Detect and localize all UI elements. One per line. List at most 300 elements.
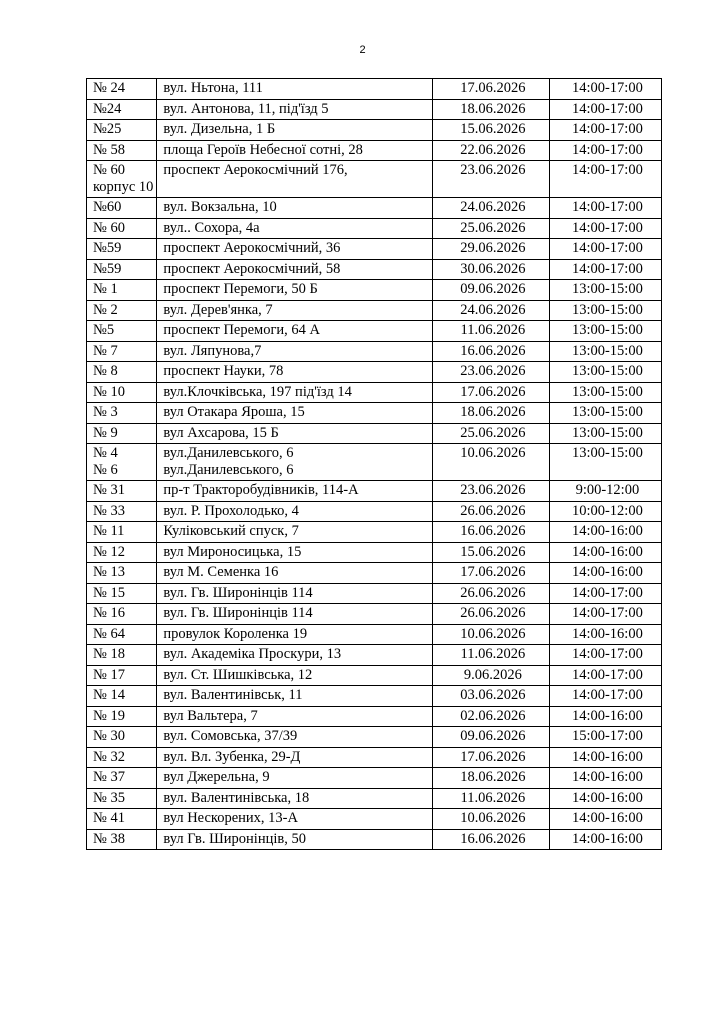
time-cell (550, 645, 662, 666)
date-cell (433, 120, 550, 141)
address-cell (157, 120, 433, 141)
table-row (87, 747, 662, 768)
time-cell-text: 14:00-16:00 (571, 543, 643, 560)
address-cell-text: площа Героїв Небесної сотні, 28 (163, 141, 363, 158)
time-cell-text: 13:00-15:00 (571, 342, 643, 359)
date-cell-text: 17.06.2026 (460, 383, 526, 400)
table-row (87, 665, 662, 686)
address-cell-text: вул М. Семенка 16 (163, 564, 279, 580)
school-number-cell-text: № 32 (93, 748, 125, 765)
date-cell-text: 18.06.2026 (460, 769, 526, 785)
school-number-cell (87, 501, 157, 522)
date-cell (433, 768, 550, 789)
time-cell-text: 13:00-15:00 (571, 322, 643, 338)
table-row (87, 788, 662, 809)
address-cell-text: вул. Валентинівськ, 11 (163, 687, 303, 703)
school-number-cell-text: № 19 (93, 707, 125, 724)
address-cell-text: проспект Аерокосмічний, 36 (163, 240, 341, 256)
school-number-cell (87, 727, 157, 748)
time-cell-text: 14:00-16:00 (571, 830, 643, 847)
time-cell-text: 13:00-15:00 (571, 363, 643, 379)
address-cell (157, 403, 433, 424)
date-cell-text: 25.06.2026 (460, 219, 526, 236)
address-cell-text: вул.Данилевського, 6 (163, 445, 294, 461)
school-number-cell (87, 120, 157, 141)
time-cell (550, 563, 662, 584)
time-cell-text: 14:00-17:00 (571, 121, 643, 137)
date-cell-text: 15.06.2026 (460, 543, 526, 560)
date-cell-text: 02.06.2026 (460, 707, 526, 724)
address-cell (157, 522, 433, 543)
school-number-cell (87, 583, 157, 604)
school-number-cell (87, 706, 157, 727)
address-cell-text: вул. Сомовська, 37/39 (163, 728, 298, 744)
school-number-cell-text: № 8 (93, 363, 118, 379)
date-cell (433, 686, 550, 707)
address-cell (157, 645, 433, 666)
table-row (87, 259, 662, 280)
school-number-cell (87, 542, 157, 563)
address-cell (157, 198, 433, 219)
school-number-cell (87, 624, 157, 645)
date-cell (433, 300, 550, 321)
address-cell-text: проспект Аерокосмічний, 58 (163, 260, 341, 277)
date-cell-text: 17.06.2026 (460, 564, 526, 580)
date-cell (433, 747, 550, 768)
school-number-cell (87, 604, 157, 625)
time-cell-text: 14:00-17:00 (571, 584, 643, 601)
school-number-cell (87, 768, 157, 789)
address-cell-text: проспект Перемоги, 64 А (163, 322, 321, 338)
date-cell (433, 563, 550, 584)
school-number-cell (87, 645, 157, 666)
date-cell-text: 22.06.2026 (460, 141, 526, 158)
time-cell (550, 120, 662, 141)
time-cell (550, 788, 662, 809)
time-cell (550, 768, 662, 789)
address-cell-text: вул Ахсарова, 15 Б (163, 424, 279, 441)
address-cell-text: вул.Данилевського, 6 (163, 462, 294, 478)
school-number-cell (87, 686, 157, 707)
time-cell (550, 727, 662, 748)
date-cell-text: 18.06.2026 (460, 404, 526, 420)
school-number-cell-text: №59 (93, 240, 122, 256)
address-cell (157, 259, 433, 280)
table-row (87, 604, 662, 625)
school-number-cell-text: № 18 (93, 646, 125, 662)
address-cell-text: вул. Ньтона, 111 (163, 80, 263, 96)
address-cell (157, 747, 433, 768)
time-cell (550, 444, 662, 481)
date-cell (433, 444, 550, 481)
table-row (87, 239, 662, 260)
date-cell-text: 29.06.2026 (460, 240, 526, 256)
school-number-cell (87, 382, 157, 403)
time-cell-text: 14:00-17:00 (571, 646, 643, 662)
address-cell (157, 99, 433, 120)
school-number-cell-text: № 2 (93, 301, 118, 318)
address-cell (157, 161, 433, 198)
school-number-cell (87, 198, 157, 219)
school-number-cell-text: № 7 (93, 342, 118, 359)
address-cell-text: вул. Академіка Проскури, 13 (163, 646, 342, 662)
date-cell (433, 280, 550, 301)
school-number-cell (87, 79, 157, 100)
address-cell (157, 382, 433, 403)
address-cell (157, 809, 433, 830)
time-cell-text: 14:00-16:00 (571, 769, 643, 785)
table-row (87, 624, 662, 645)
school-number-cell-text: № 35 (93, 789, 125, 806)
date-cell (433, 645, 550, 666)
school-number-cell (87, 809, 157, 830)
address-cell-text: Куліковський спуск, 7 (163, 523, 299, 539)
table-row (87, 727, 662, 748)
time-cell-text: 14:00-17:00 (571, 80, 643, 96)
school-number-cell (87, 788, 157, 809)
date-cell (433, 341, 550, 362)
school-number-cell (87, 280, 157, 301)
school-number-cell-text: № 30 (93, 728, 125, 744)
table-row (87, 403, 662, 424)
address-cell (157, 444, 433, 481)
address-cell (157, 140, 433, 161)
address-cell-text: вул. Ст. Шишківська, 12 (163, 666, 313, 683)
time-cell (550, 99, 662, 120)
table-row (87, 706, 662, 727)
date-cell (433, 140, 550, 161)
date-cell-text: 03.06.2026 (460, 687, 526, 703)
school-number-cell (87, 481, 157, 502)
date-cell (433, 501, 550, 522)
time-cell (550, 239, 662, 260)
school-number-cell (87, 321, 157, 342)
address-cell-text: вул. Валентинівська, 18 (163, 789, 310, 806)
date-cell (433, 321, 550, 342)
date-cell (433, 829, 550, 850)
school-number-cell-text: № 1 (93, 281, 118, 297)
school-number-cell-text: № 14 (93, 687, 125, 703)
date-cell (433, 161, 550, 198)
date-cell-text: 15.06.2026 (460, 121, 526, 137)
table-row (87, 423, 662, 444)
address-cell-text: вул Вальтера, 7 (163, 707, 258, 724)
table-row (87, 481, 662, 502)
time-cell-text: 14:00-16:00 (571, 564, 643, 580)
time-cell-text: 13:00-15:00 (571, 445, 643, 461)
time-cell (550, 706, 662, 727)
date-cell (433, 403, 550, 424)
date-cell (433, 727, 550, 748)
date-cell (433, 583, 550, 604)
time-cell (550, 161, 662, 198)
date-cell (433, 218, 550, 239)
table-row (87, 444, 662, 481)
schedule-table-body (87, 79, 662, 850)
table-row (87, 341, 662, 362)
school-number-cell (87, 829, 157, 850)
table-row (87, 501, 662, 522)
table-row (87, 218, 662, 239)
address-cell-text: вул. Дизельна, 1 Б (163, 121, 276, 137)
date-cell-text: 16.06.2026 (460, 342, 526, 359)
table-row (87, 120, 662, 141)
time-cell (550, 747, 662, 768)
time-cell-text: 14:00-16:00 (571, 625, 643, 642)
address-cell-text (163, 179, 429, 196)
date-cell (433, 542, 550, 563)
school-number-cell (87, 300, 157, 321)
time-cell (550, 522, 662, 543)
date-cell-text: 24.06.2026 (460, 301, 526, 318)
address-cell-text: вул.Клочківська, 197 під'їзд 14 (163, 383, 352, 400)
time-cell (550, 542, 662, 563)
table-row (87, 321, 662, 342)
address-cell-text: вул Джерельна, 9 (163, 769, 270, 785)
date-cell-text: 26.06.2026 (460, 605, 526, 621)
school-number-cell (87, 341, 157, 362)
school-number-cell (87, 444, 157, 481)
table-row (87, 161, 662, 198)
table-row (87, 140, 662, 161)
address-cell-text: проспект Перемоги, 50 Б (163, 281, 318, 297)
school-number-cell-text: № 12 (93, 543, 125, 560)
address-cell (157, 423, 433, 444)
time-cell (550, 686, 662, 707)
time-cell-text: 14:00-17:00 (571, 240, 643, 256)
time-cell-text: 13:00-15:00 (571, 404, 643, 420)
school-number-cell-text: № 24 (93, 80, 125, 96)
table-row (87, 522, 662, 543)
table-row (87, 280, 662, 301)
date-cell-text: 11.06.2026 (460, 646, 526, 662)
table-row (87, 768, 662, 789)
school-number-cell-text: корпус 10 (93, 179, 154, 195)
table-row (87, 362, 662, 383)
date-cell-text: 26.06.2026 (460, 502, 526, 519)
time-cell (550, 501, 662, 522)
address-cell (157, 706, 433, 727)
address-cell-text: вул. Вокзальна, 10 (163, 199, 277, 215)
address-cell (157, 501, 433, 522)
date-cell (433, 481, 550, 502)
time-cell-text: 15:00-17:00 (571, 728, 643, 744)
date-cell (433, 79, 550, 100)
time-cell (550, 829, 662, 850)
school-number-cell-text: № 33 (93, 502, 125, 519)
date-cell-text: 26.06.2026 (460, 584, 526, 601)
date-cell (433, 198, 550, 219)
school-number-cell-text: № 37 (93, 769, 125, 785)
time-cell (550, 604, 662, 625)
address-cell (157, 665, 433, 686)
date-cell-text: 23.06.2026 (460, 363, 526, 379)
school-number-cell-text: № 6 (93, 462, 118, 478)
date-cell-text: 9.06.2026 (463, 666, 522, 683)
school-number-cell (87, 563, 157, 584)
time-cell-text: 14:00-16:00 (571, 810, 643, 826)
date-cell (433, 423, 550, 444)
address-cell (157, 218, 433, 239)
school-number-cell-text: №5 (93, 322, 115, 338)
address-cell (157, 563, 433, 584)
address-cell (157, 481, 433, 502)
school-number-cell-text: № 10 (93, 383, 125, 400)
table-row (87, 99, 662, 120)
time-cell-text: 13:00-15:00 (571, 281, 643, 297)
school-number-cell-text: № 15 (93, 584, 125, 601)
table-row (87, 809, 662, 830)
time-cell-text: 13:00-15:00 (571, 383, 643, 400)
time-cell (550, 198, 662, 219)
school-number-cell-text: № 4 (93, 445, 118, 461)
table-row (87, 563, 662, 584)
date-cell-text: 10.06.2026 (460, 810, 526, 826)
address-cell-text: вул.. Сохора, 4а (163, 219, 260, 236)
time-cell (550, 665, 662, 686)
time-cell-text: 14:00-17:00 (571, 162, 643, 178)
table-row (87, 645, 662, 666)
school-number-cell-text: №24 (93, 100, 122, 117)
address-cell (157, 604, 433, 625)
address-cell-text: вул. Ляпунова,7 (163, 342, 262, 359)
table-row (87, 198, 662, 219)
address-cell-text: вул. Антонова, 11, під'їзд 5 (163, 100, 329, 117)
address-cell-text: проспект Аерокосмічний 176, (163, 162, 348, 178)
time-cell-text: 10:00-12:00 (571, 502, 643, 519)
address-cell (157, 686, 433, 707)
time-cell (550, 382, 662, 403)
date-cell-text: 17.06.2026 (460, 80, 526, 96)
time-cell-text: 9:00-12:00 (575, 482, 640, 498)
time-cell (550, 259, 662, 280)
date-cell-text: 18.06.2026 (460, 100, 526, 117)
school-number-cell-text: № 38 (93, 830, 125, 847)
date-cell (433, 239, 550, 260)
address-cell (157, 79, 433, 100)
school-number-cell-text: № 3 (93, 404, 118, 420)
school-number-cell-text: № 60 (93, 219, 125, 236)
date-cell (433, 809, 550, 830)
school-number-cell (87, 99, 157, 120)
table-row (87, 542, 662, 563)
school-number-cell-text: № 11 (93, 523, 125, 539)
address-cell (157, 542, 433, 563)
time-cell-text: 14:00-17:00 (571, 219, 643, 236)
date-cell-text: 09.06.2026 (460, 728, 526, 744)
time-cell-text: 14:00-17:00 (571, 141, 643, 158)
address-cell-text: вул Гв. Широнінців, 50 (163, 830, 306, 847)
time-cell (550, 362, 662, 383)
address-cell (157, 624, 433, 645)
school-number-cell (87, 362, 157, 383)
date-cell (433, 259, 550, 280)
time-cell (550, 809, 662, 830)
date-cell (433, 362, 550, 383)
time-cell (550, 280, 662, 301)
date-cell (433, 788, 550, 809)
address-cell-text: вул Мироносицька, 15 (163, 543, 302, 560)
date-cell-text: 23.06.2026 (460, 482, 526, 498)
time-cell (550, 624, 662, 645)
school-number-cell-text: № 16 (93, 605, 125, 621)
address-cell-text: вул. Вл. Зубенка, 29-Д (163, 748, 301, 765)
school-number-cell (87, 747, 157, 768)
school-number-cell-text: № 60 (93, 162, 125, 178)
time-cell-text: 14:00-17:00 (571, 100, 643, 117)
time-cell (550, 140, 662, 161)
address-cell-text: пр-т Тракторобудівників, 114-А (163, 482, 359, 498)
address-cell (157, 768, 433, 789)
address-cell-text: вул. Гв. Широнінців 114 (163, 605, 313, 621)
school-number-cell (87, 218, 157, 239)
address-cell-text: вул. Гв. Широнінців 114 (163, 584, 313, 601)
time-cell-text: 14:00-16:00 (571, 707, 643, 724)
time-cell (550, 341, 662, 362)
date-cell-text: 16.06.2026 (460, 523, 526, 539)
time-cell (550, 321, 662, 342)
school-number-cell (87, 259, 157, 280)
address-cell-text: проспект Науки, 78 (163, 363, 284, 379)
address-cell (157, 829, 433, 850)
date-cell (433, 522, 550, 543)
school-number-cell (87, 522, 157, 543)
table-row (87, 300, 662, 321)
date-cell-text: 30.06.2026 (460, 260, 526, 277)
table-row (87, 79, 662, 100)
school-number-cell-text: № 58 (93, 141, 125, 158)
address-cell (157, 321, 433, 342)
school-number-cell-text: № 13 (93, 564, 125, 580)
date-cell (433, 624, 550, 645)
time-cell-text: 13:00-15:00 (571, 301, 643, 318)
time-cell (550, 300, 662, 321)
time-cell-text: 14:00-16:00 (571, 789, 643, 806)
school-number-cell-text: № 9 (93, 424, 118, 441)
address-cell-text: провулок Короленка 19 (163, 625, 308, 642)
date-cell (433, 604, 550, 625)
address-cell-text: вул. Р. Прохолодько, 4 (163, 502, 299, 519)
time-cell-text: 14:00-17:00 (571, 260, 643, 277)
page-number: 2 (359, 44, 366, 56)
school-number-cell-text: № 64 (93, 625, 125, 642)
table-row (87, 382, 662, 403)
time-cell (550, 423, 662, 444)
time-cell-text: 13:00-15:00 (571, 424, 643, 441)
date-cell-text: 16.06.2026 (460, 830, 526, 847)
table-row (87, 583, 662, 604)
date-cell (433, 706, 550, 727)
address-cell (157, 362, 433, 383)
date-cell-text: 25.06.2026 (460, 424, 526, 441)
address-cell (157, 280, 433, 301)
school-number-cell-text: № 31 (93, 482, 125, 498)
address-cell-text: вул Отакара Яроша, 15 (163, 404, 305, 420)
time-cell-text: 14:00-17:00 (571, 605, 643, 621)
school-number-cell (87, 423, 157, 444)
school-number-cell-text: №60 (93, 199, 122, 215)
date-cell-text: 10.06.2026 (460, 445, 526, 461)
date-cell-text: 23.06.2026 (460, 162, 526, 178)
school-number-cell-text: №25 (93, 121, 122, 137)
school-number-cell-text: № 17 (93, 666, 125, 683)
address-cell (157, 727, 433, 748)
time-cell-text: 14:00-17:00 (571, 687, 643, 703)
schedule-table (86, 78, 662, 850)
school-number-cell (87, 665, 157, 686)
address-cell (157, 239, 433, 260)
school-number-cell-text: №59 (93, 260, 122, 277)
